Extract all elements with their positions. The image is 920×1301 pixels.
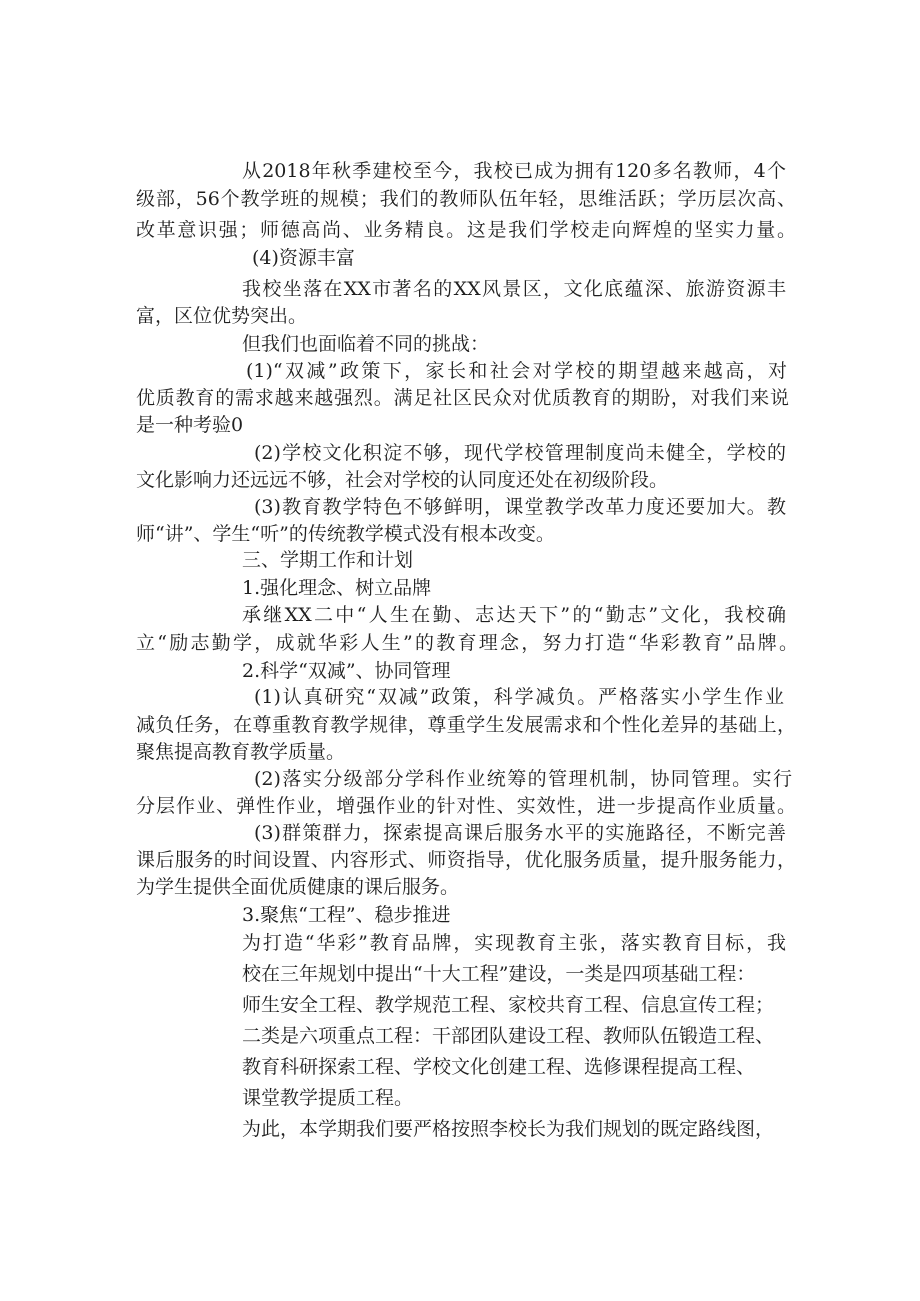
paragraph-line: 从2018年秋季建校至今，我校已成为拥有120多名教师，4个: [242, 160, 786, 182]
paragraph-line: (2)学校文化积淀不够，现代学校管理制度尚未健全，学校的: [254, 442, 786, 464]
paragraph-line: 二类是六项重点工程：干部团队建设工程、教师队伍锻造工程、: [242, 1025, 775, 1047]
paragraph-line: 但我们也面临着不同的挑战：: [242, 333, 490, 355]
paragraph-line: 校在三年规划中提出“十大工程”建设，一类是四项基础工程：: [242, 963, 756, 985]
paragraph-line: 为学生提供全面优质健康的课后服务。: [136, 876, 460, 898]
paragraph-line: 文化影响力还远远不够，社会对学校的认同度还处在初级阶段。: [136, 469, 669, 491]
paragraph-line: 为此，本学期我们要严格按照李校长为我们规划的既定路线图，: [242, 1118, 775, 1140]
paragraph-line: 承继XX二中“人生在勤、志达天下”的“勤志”文化，我校确: [242, 604, 786, 626]
paragraph-line: 课堂教学提质工程。: [242, 1087, 414, 1109]
section-heading: 三、学期工作和计划: [242, 549, 414, 571]
subheading: 2.科学“双减”、协同管理: [242, 660, 451, 682]
paragraph-line: 课后服务的时间设置、内容形式、师资指导，优化服务质量，提升服务能力，: [136, 849, 796, 871]
paragraph-line: (3)群策群力，探索提高课后服务水平的实施路径，不断完善: [254, 822, 786, 844]
paragraph-line: 级部，56个教学班的规模；我们的教师队伍年轻，思维活跃；学历层次高、: [136, 188, 796, 210]
subheading: (4)资源丰富: [252, 247, 355, 269]
paragraph-line: 师生安全工程、教学规范工程、家校共育工程、信息宣传工程；: [242, 994, 775, 1016]
subheading: 1.强化理念、树立品牌: [242, 577, 432, 599]
paragraph-line: 分层作业、弹性作业，增强作业的针对性、实效性，进一步提高作业质量。: [136, 795, 796, 817]
paragraph-line: 优质教育的需求越来越强烈。满足社区民众对优质教育的期盼，对我们来说: [136, 387, 789, 409]
paragraph-line: 教育科研探索工程、学校文化创建工程、选修课程提高工程、: [242, 1056, 756, 1078]
paragraph-line: 师“讲”、学生“听”的传统教学模式没有根本改变。: [136, 523, 555, 545]
paragraph-line: 减负任务，在尊重教育教学规律，尊重学生发展需求和个性化差异的基础上，: [136, 714, 796, 736]
paragraph-line: 改革意识强；师德高尚、业务精良。这是我们学校走向辉煌的坚实力量。: [136, 219, 796, 241]
paragraph-line: 为打造“华彩”教育品牌，实现教育主张，落实教育目标，我: [242, 932, 786, 954]
paragraph-line: (3)教育教学特色不够鲜明，课堂教学改革力度还要加大。教: [254, 496, 786, 518]
paragraph-line: 富，区位优势突出。: [136, 305, 308, 327]
paragraph-line: (1)“双减”政策下，家长和社会对学校的期望越来越高，对: [246, 360, 787, 382]
paragraph-line: (1)认真研究“双减”政策，科学减负。严格落实小学生作业: [254, 686, 784, 708]
subheading: 3.聚焦“工程”、稳步推进: [242, 904, 451, 926]
paragraph-line: (2)落实分级部分学科作业统筹的管理机制，协同管理。实行: [254, 768, 792, 790]
paragraph-line: 是一种考验0: [136, 414, 244, 436]
paragraph-line: 聚焦提高教育教学质量。: [136, 741, 346, 763]
paragraph-line: 我校坐落在XX市著名的XX风景区，文化底蕴深、旅游资源丰: [242, 278, 786, 300]
paragraph-line: 立“励志勤学，成就华彩人生”的教育理念，努力打造“华彩教育”品牌。: [136, 632, 798, 654]
